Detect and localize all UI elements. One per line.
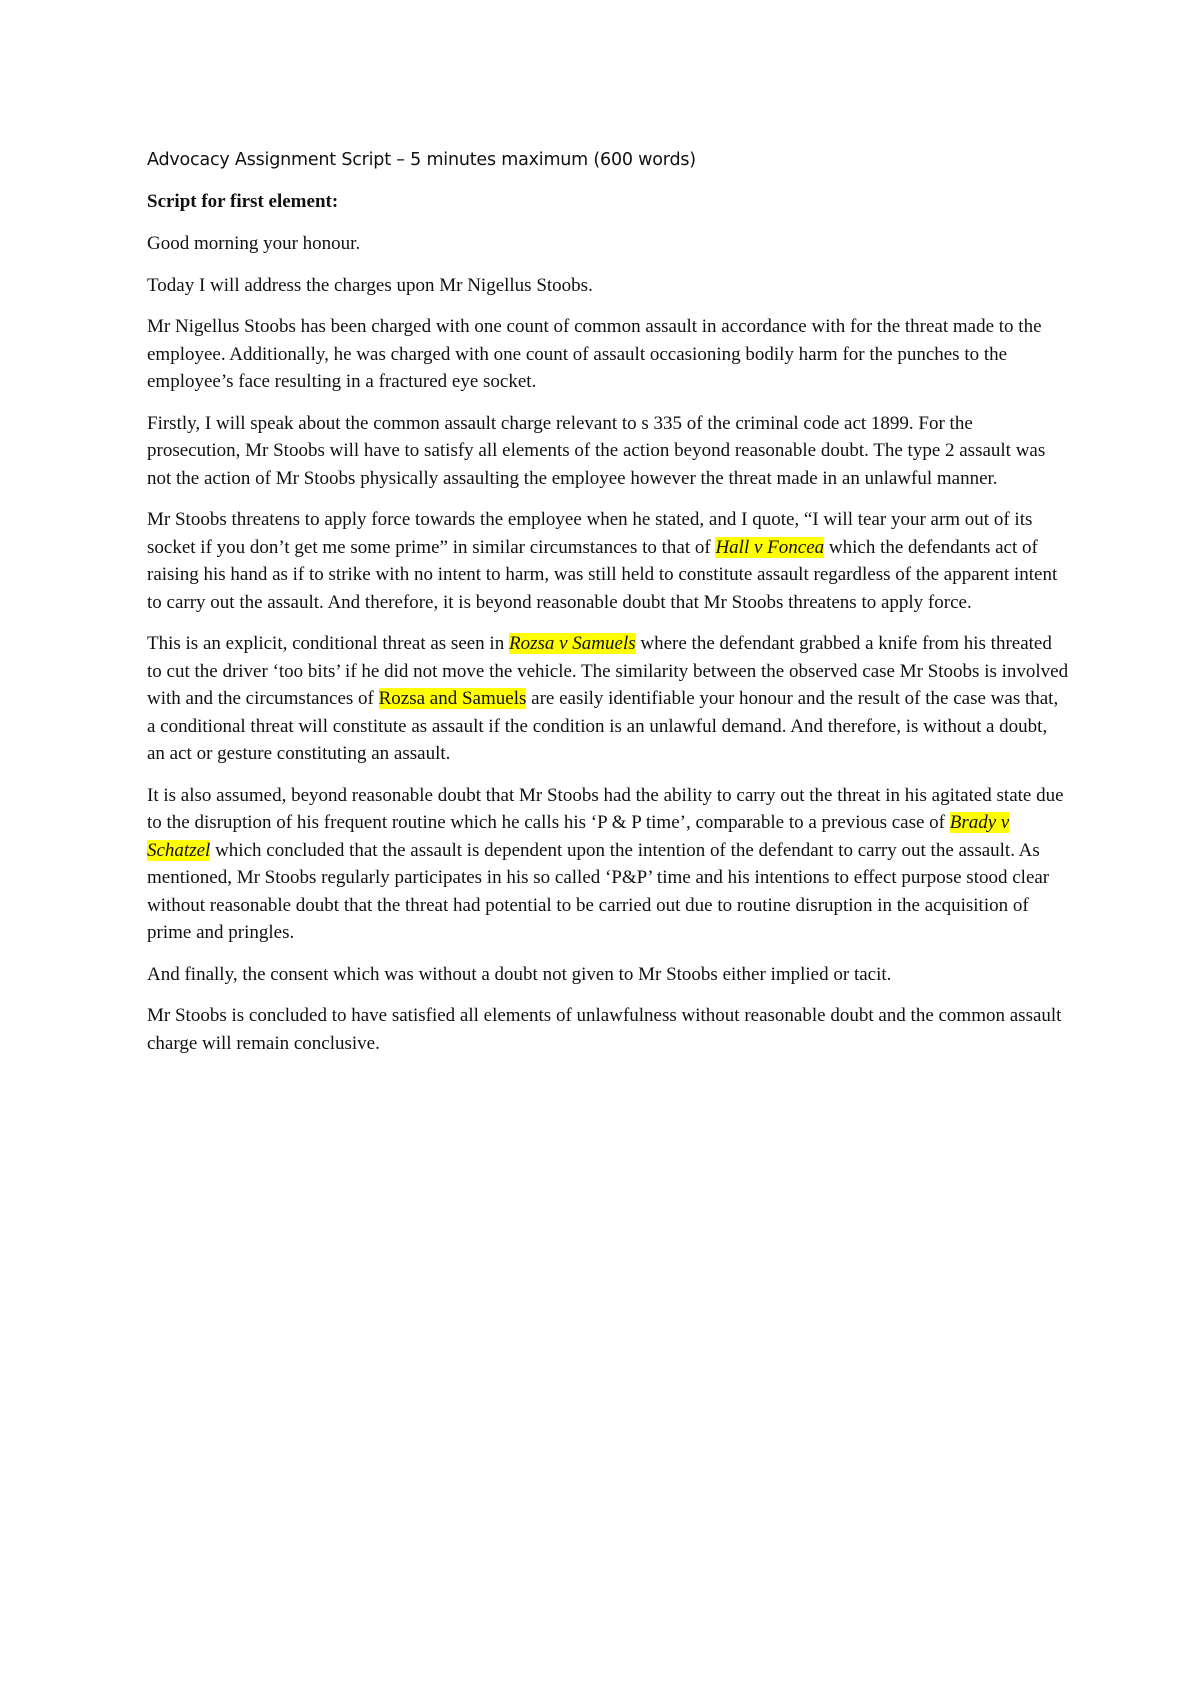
case-highlight-rozsa-v-samuels: Rozsa v Samuels [508, 633, 636, 654]
ability-text-before: It is also assumed, beyond reasonable doubt that Mr Stoobs had the ability to carry out the threat in his agitated state due to the disruption of his frequent routine which he calls his ‘P & P time’, comparable to a previous case of [147, 784, 1064, 833]
threat-paragraph [147, 506, 1069, 616]
conclusion-paragraph: Mr Stoobs is concluded to have satisfied all elements of unlawfulness without reasonable doubt and the common assault charge will remain conclusive. [147, 1005, 1062, 1054]
threat-text-before: Mr Stoobs threatens to apply force towards the employee when he stated, and I quote, “I will tear your arm out of its socket if you don’t get me some prime” in similar circumstances to that of [147, 509, 1033, 558]
conditional-text-before: This is an explicit, conditional threat as seen in [147, 633, 509, 654]
consent-paragraph: And finally, the consent which was without a doubt not given to Mr Stoobs either implied or tacit. [147, 963, 892, 985]
section-title: Script for first element: [147, 191, 339, 212]
threat-text-after: which the defendants act of raising his hand as if to strike with no intent to harm, was still held to constitute assault regardless of the apparent intent to carry out the assault. And therefore, it is beyond reasonable doubt that Mr Stoobs threatens to apply force. [147, 536, 1058, 613]
ability-text-after: which concluded that the assault is dependent upon the intention of the defendant to carry out the assault. As mentioned, Mr Stoobs regularly participates in his so called ‘P&P’ time and his intentions to effect purpose stood clear without reasonable doubt that the threat had potential to be carried out due to routine disruption in the acquisition of prime and pringles. [147, 839, 1050, 943]
conditional-text-middle: where the defendant grabbed a knife from his threated to cut the driver ‘too bits’ if he did not move the vehicle. The similarity between the observed case Mr Stoobs is involved with and the circumstances of [147, 633, 1069, 709]
conditional-text-after: are easily identifiable your honour and the result of the case was that, a conditional threat will constitute as assault if the condition is an unlawful demand. And therefore, is without a doubt, an act or gesture constituting an assault. [147, 688, 1059, 764]
intro-paragraph: Today I will address the charges upon Mr Nigellus Stoobs. [147, 274, 593, 296]
conditional-paragraph [147, 630, 1069, 768]
greeting-paragraph: Good morning your honour. [147, 233, 361, 254]
document-heading: Advocacy Assignment Script – 5 minutes maximum (600 words) [147, 150, 696, 170]
charges-paragraph: Mr Nigellus Stoobs has been charged with one count of common assault in accordance with for the threat made to the employee. Additionally, he was charged with one count of assault occasioning bodily harm for the punches to the employee’s face resulting in a fractured eye socket. [147, 316, 1042, 392]
case-highlight-hall-v-foncea: Hall v Foncea [715, 536, 825, 558]
firstly-paragraph: Firstly, I will speak about the common assault charge relevant to s 335 of the criminal code act 1899. For the prosecution, Mr Stoobs will have to satisfy all elements of the action beyond reasonable doubt. The type 2 assault was not the action of Mr Stoobs physically assaulting the employee however the threat made in an unlawful manner. [147, 412, 1046, 489]
case-highlight-brady-v-schatzel: Brady v Schatzel [147, 812, 1010, 861]
case-highlight-rozsa-and-samuels: Rozsa and Samuels [378, 688, 527, 709]
document-body [147, 146, 1069, 1071]
ability-paragraph [147, 782, 1069, 947]
